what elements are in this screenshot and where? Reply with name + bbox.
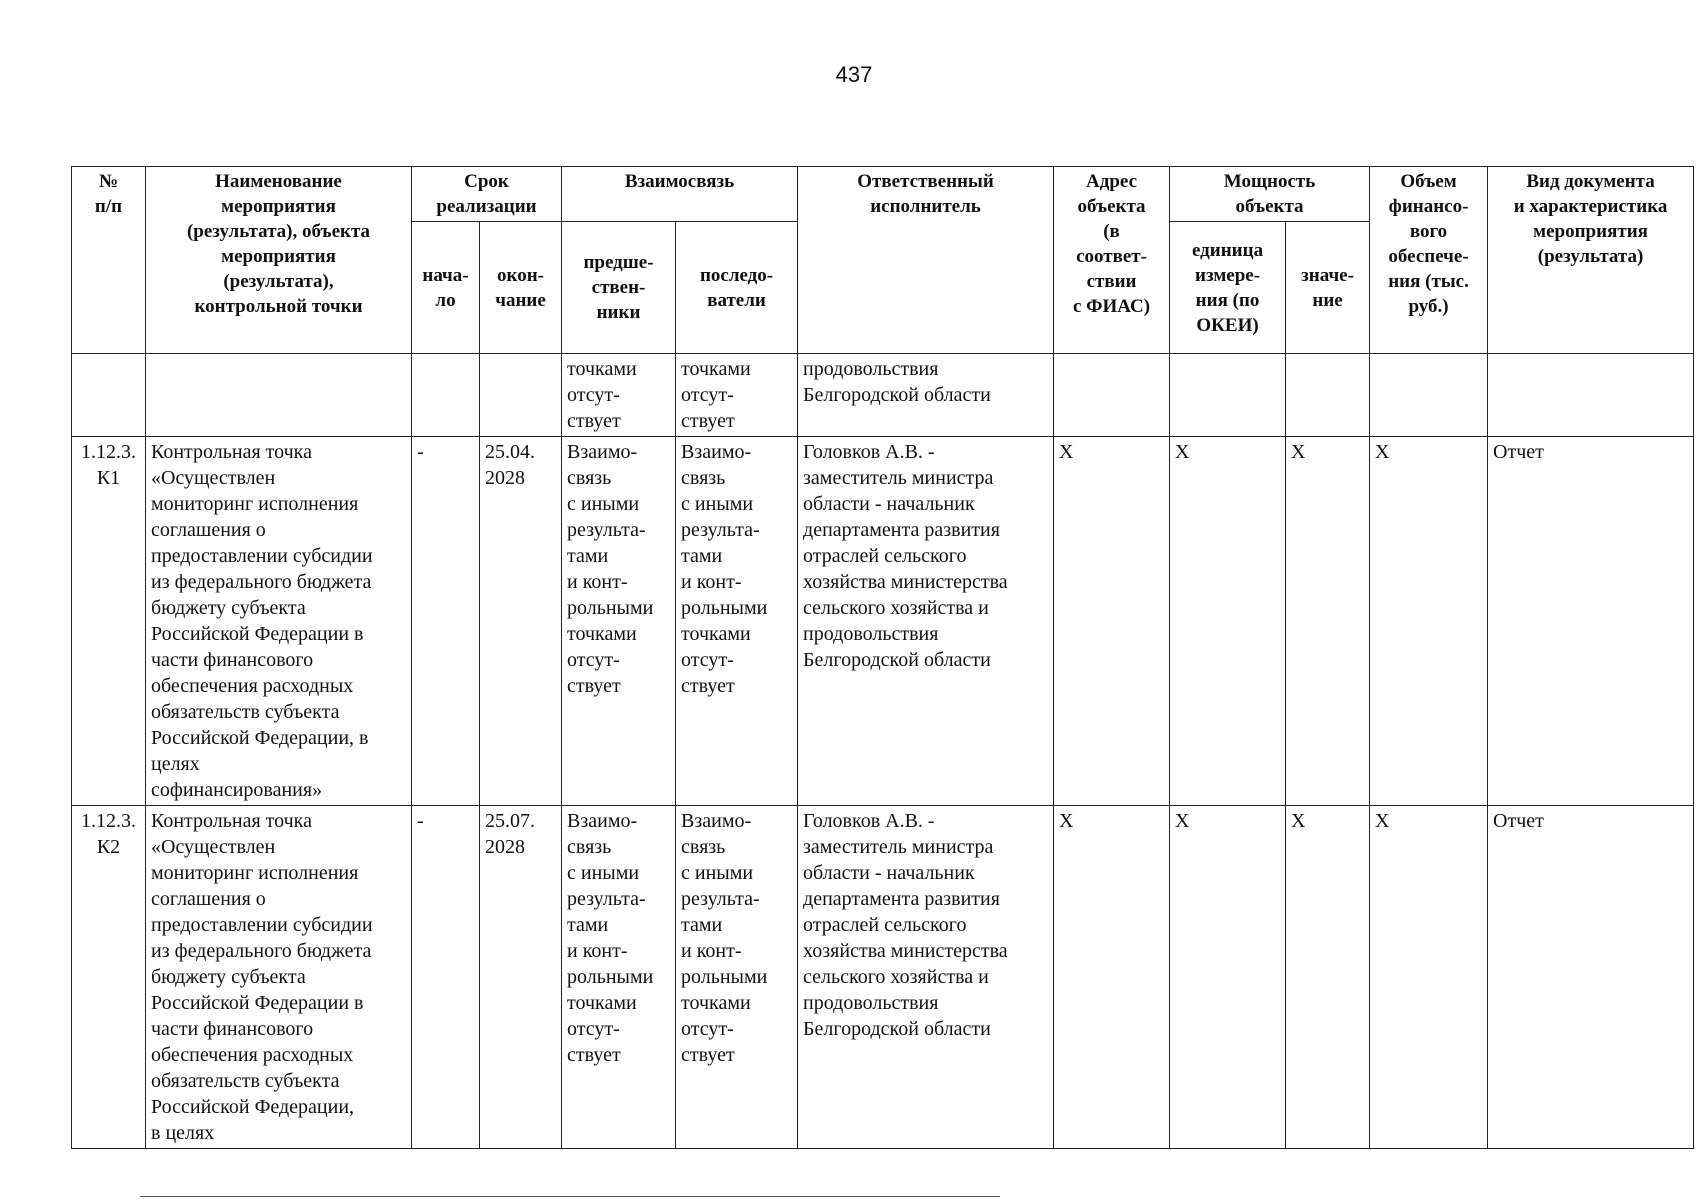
header-capacity-value: значе- ние: [1286, 222, 1370, 354]
header-name: Наименование мероприятия (результата), объекта мероприятия (результата), контрольной точки: [146, 167, 412, 354]
row-finance: [1370, 354, 1488, 437]
header-capacity-unit: единица измере- ния (по ОКЕИ): [1170, 222, 1286, 354]
row-start: -: [412, 437, 480, 806]
row-address: X: [1054, 437, 1170, 806]
page-number: 437: [835, 62, 873, 87]
header-relation: Взаимосвязь: [562, 167, 798, 222]
row-responsible: продовольствия Белгородской области: [798, 354, 1054, 437]
table-row: [72, 437, 1694, 806]
table-header: [72, 167, 1694, 354]
header-term-start: нача- ло: [412, 222, 480, 354]
row-prev: Взаимо- связь с иными результа- тами и конт- рольными точками отсут- ствует: [562, 806, 676, 1149]
row-name: Контрольная точка «Осуществлен мониторинг исполнения соглашения о предоставлении субсидии из федерального бюджета бюджету субъекта Российской Федерации в части финансового обеспечения расходных обязательств субъекта Российской Федерации, в целях: [146, 806, 412, 1149]
row-end: 25.04. 2028: [480, 437, 562, 806]
row-finance: X: [1370, 806, 1488, 1149]
row-start: -: [412, 806, 480, 1149]
row-doc: Отчет: [1488, 437, 1694, 806]
header-responsible: Ответственный исполнитель: [798, 167, 1054, 354]
header-relation-prev: предше- ствен- ники: [562, 222, 676, 354]
row-unit: [1170, 354, 1286, 437]
row-doc: Отчет: [1488, 806, 1694, 1149]
plan-table: [71, 166, 1694, 1149]
footer-rule: [140, 1196, 1000, 1197]
header-relation-next: последо- ватели: [676, 222, 798, 354]
row-next: Взаимо- связь с иными результа- тами и конт- рольными точками отсут- ствует: [676, 806, 798, 1149]
row-value: [1286, 354, 1370, 437]
table-row: [72, 354, 1694, 437]
header-address: Адрес объекта (в соответ- ствии с ФИАС): [1054, 167, 1170, 354]
row-address: [1054, 354, 1170, 437]
row-num: 1.12.3. К2: [72, 806, 146, 1149]
header-num: № п/п: [72, 167, 146, 354]
row-next: Взаимо- связь с иными результа- тами и конт- рольными точками отсут- ствует: [676, 437, 798, 806]
row-end: 25.07. 2028: [480, 806, 562, 1149]
row-doc: [1488, 354, 1694, 437]
header-finance: Объем финансо- вого обеспече- ния (тыс. руб.): [1370, 167, 1488, 354]
row-finance: X: [1370, 437, 1488, 806]
header-doc: Вид документа и характеристика мероприятия (результата): [1488, 167, 1694, 354]
table-row: [72, 806, 1694, 1149]
row-unit: X: [1170, 806, 1286, 1149]
row-responsible: Головков А.В. - заместитель министра области - начальник департамента развития отраслей сельского хозяйства министерства сельского хозяйства и продовольствия Белгородской области: [798, 437, 1054, 806]
row-value: X: [1286, 437, 1370, 806]
header-capacity: Мощность объекта: [1170, 167, 1370, 222]
row-prev: Взаимо- связь с иными результа- тами и конт- рольными точками отсут- ствует: [562, 437, 676, 806]
row-num: 1.12.3. К1: [72, 437, 146, 806]
row-responsible: Головков А.В. - заместитель министра области - начальник департамента развития отраслей сельского хозяйства министерства сельского хозяйства и продовольствия Белгородской области: [798, 806, 1054, 1149]
row-name: Контрольная точка «Осуществлен мониторинг исполнения соглашения о предоставлении субсидии из федерального бюджета бюджету субъекта Российской Федерации в части финансового обеспечения расходных обязательств субъекта Российской Федерации, в целях софинансирования»: [146, 437, 412, 806]
header-term-end: окон- чание: [480, 222, 562, 354]
row-unit: X: [1170, 437, 1286, 806]
row-next: точками отсут- ствует: [676, 354, 798, 437]
row-name: [146, 354, 412, 437]
row-prev: точками отсут- ствует: [562, 354, 676, 437]
row-value: X: [1286, 806, 1370, 1149]
header-term: Срок реализации: [412, 167, 562, 222]
row-start: [412, 354, 480, 437]
row-end: [480, 354, 562, 437]
row-address: X: [1054, 806, 1170, 1149]
row-num: [72, 354, 146, 437]
